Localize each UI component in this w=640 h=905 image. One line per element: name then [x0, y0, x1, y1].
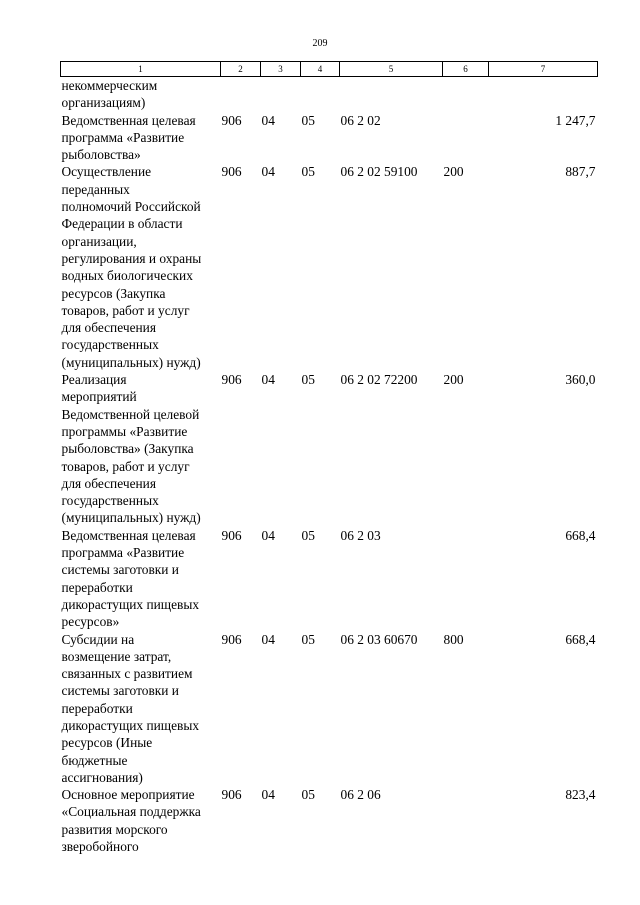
row-name-line: дикорастущих пищевых: [61, 596, 200, 612]
target-article-code: [340, 77, 443, 112]
amount: 360,0: [565, 372, 596, 388]
section-code: [261, 77, 301, 112]
ministry-code: 906: [221, 112, 242, 128]
row-name-line: рыболовства» (Закупка: [61, 441, 194, 457]
row-name-line: товаров, работ и услуг: [61, 458, 190, 474]
budget-table: [60, 61, 598, 855]
section-code: 04: [261, 112, 275, 128]
row-name-line: зверобойного: [61, 839, 139, 855]
row-name-line: товаров, работ и услуг: [61, 302, 190, 318]
row-name-line: (муниципальных) нужд): [61, 354, 201, 370]
row-name-line: Осуществление: [61, 164, 152, 180]
row-name-line: программа «Развитие: [61, 545, 185, 561]
row-name-line: переданных: [61, 181, 130, 197]
row-name: [61, 163, 221, 371]
row-name-line: бюджетные: [61, 752, 128, 768]
expense-type-code: [443, 77, 489, 112]
expense-type-code: 200: [443, 372, 464, 388]
ministry-code: 906: [221, 787, 242, 803]
row-name-line: «Социальная поддержка: [61, 804, 201, 820]
row-name: [61, 371, 221, 527]
amount: 823,4: [565, 787, 596, 803]
column-header: 6: [443, 62, 489, 77]
target-article-code: 06 2 02 59100: [340, 164, 418, 180]
table-row: [61, 77, 598, 112]
row-name-line: переработки: [61, 579, 133, 595]
row-name-line: Реализация: [61, 372, 127, 388]
ministry-code: 906: [221, 164, 242, 180]
row-name-line: (муниципальных) нужд): [61, 510, 201, 526]
target-article-code: 06 2 02 72200: [340, 372, 418, 388]
row-name-line: Основное мероприятие: [61, 787, 195, 803]
row-name-line: ассигнования): [61, 769, 143, 785]
column-header: 4: [301, 62, 340, 77]
row-name-line: ресурсов»: [61, 614, 120, 630]
column-header: 2: [221, 62, 261, 77]
subsection-code: 05: [301, 164, 315, 180]
row-name-line: Федерации в области: [61, 216, 183, 232]
amount: 668,4: [565, 631, 596, 647]
row-name-line: организациям): [61, 95, 146, 111]
amount: 668,4: [565, 527, 596, 543]
row-name: [61, 527, 221, 631]
subsection-code: 05: [301, 631, 315, 647]
row-name: [61, 112, 221, 164]
expense-type-code: [443, 112, 489, 164]
row-name-line: Ведомственная целевая: [61, 527, 196, 543]
subsection-code: 05: [301, 527, 315, 543]
section-code: 04: [261, 164, 275, 180]
table-row: [61, 631, 598, 787]
expense-type-code: [443, 786, 489, 855]
amount: 887,7: [565, 164, 596, 180]
row-name-line: программы «Развитие: [61, 423, 188, 439]
row-name: [61, 786, 221, 855]
row-name-line: возмещение затрат,: [61, 648, 172, 664]
row-name: [61, 77, 221, 112]
row-name-line: ресурсов (Иные: [61, 735, 153, 751]
table-row: [61, 163, 598, 371]
row-name-line: для обеспечения: [61, 320, 156, 336]
section-code: 04: [261, 527, 275, 543]
expense-type-code: 200: [443, 164, 464, 180]
row-name-line: системы заготовки и: [61, 562, 179, 578]
row-name-line: связанных с развитием: [61, 666, 193, 682]
ministry-code: 906: [221, 372, 242, 388]
row-name-line: государственных: [61, 337, 159, 353]
target-article-code: 06 2 02: [340, 112, 381, 128]
subsection-code: 05: [301, 372, 315, 388]
page-number: 209: [312, 38, 328, 49]
table-row: [61, 112, 598, 164]
table-row: [61, 786, 598, 855]
row-name-line: Ведомственной целевой: [61, 406, 200, 422]
row-name-line: регулирования и охраны: [61, 250, 202, 266]
column-header: 3: [261, 62, 301, 77]
subsection-code: 05: [301, 112, 315, 128]
table-row: [61, 527, 598, 631]
subsection-code: [301, 77, 340, 112]
column-number-header: [61, 62, 598, 77]
row-name-line: ресурсов (Закупка: [61, 285, 166, 301]
amount: 1 247,7: [555, 112, 596, 128]
section-code: 04: [261, 787, 275, 803]
row-name-line: государственных: [61, 493, 159, 509]
section-code: 04: [261, 372, 275, 388]
column-header: 1: [61, 62, 221, 77]
table-row: [61, 371, 598, 527]
expense-type-code: 800: [443, 631, 464, 647]
row-name-line: Субсидии на: [61, 631, 135, 647]
column-header: 7: [489, 62, 598, 77]
row-name-line: организации,: [61, 233, 137, 249]
target-article-code: 06 2 03 60670: [340, 631, 418, 647]
target-article-code: 06 2 03: [340, 527, 381, 543]
ministry-code: 906: [221, 631, 242, 647]
section-code: 04: [261, 631, 275, 647]
ministry-code: [221, 77, 261, 112]
row-name-line: системы заготовки и: [61, 683, 179, 699]
row-name-line: водных биологических: [61, 268, 193, 284]
column-header: 5: [340, 62, 443, 77]
expense-type-code: [443, 527, 489, 631]
target-article-code: 06 2 06: [340, 787, 381, 803]
row-name: [61, 631, 221, 787]
row-name-line: полномочий Российской: [61, 199, 201, 215]
subsection-code: 05: [301, 787, 315, 803]
row-name-line: мероприятий: [61, 389, 137, 405]
row-name-line: Ведомственная целевая: [61, 112, 196, 128]
row-name-line: некоммерческим: [61, 78, 158, 93]
row-name-line: дикорастущих пищевых: [61, 717, 200, 733]
row-name-line: развития морского: [61, 821, 168, 837]
ministry-code: 906: [221, 527, 242, 543]
row-name-line: рыболовства»: [61, 147, 141, 163]
row-name-line: для обеспечения: [61, 475, 156, 491]
row-name-line: переработки: [61, 700, 133, 716]
amount: [489, 77, 598, 112]
row-name-line: программа «Развитие: [61, 129, 185, 145]
